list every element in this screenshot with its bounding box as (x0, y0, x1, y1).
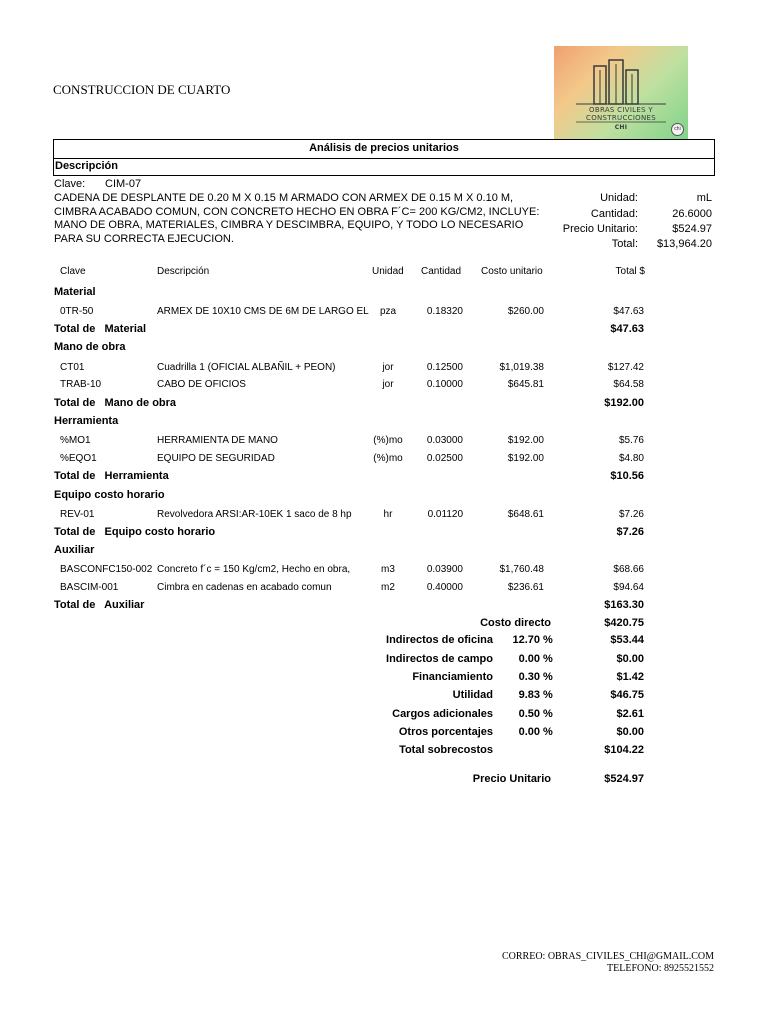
logo-line-2: CONSTRUCCIONES (586, 114, 656, 122)
row-clave: BASCONFC150-002 (60, 564, 153, 575)
precio-unitario-final-value: $524.97 (604, 773, 644, 785)
row-total: $5.76 (618, 435, 644, 446)
analysis-header-box (53, 139, 715, 159)
row-desc: Revolvedora ARSI:AR-10EK 1 saco de 8 hp (157, 509, 352, 520)
concept-desc-line-4: PARA SU CORRECTA EJECUCION. (54, 233, 234, 245)
row-costo: $192.00 (507, 435, 544, 446)
summary-pct: 12.70 (512, 634, 540, 646)
logo-line-3: CHI (614, 124, 628, 131)
row-unidad: (%)mo (373, 453, 403, 464)
logo-line-1: OBRAS CIVILES Y (589, 106, 653, 114)
row-desc: HERRAMIENTA DE MANO (157, 435, 278, 446)
row-total: $7.26 (618, 509, 644, 520)
summary-value: $2.61 (616, 708, 644, 720)
section-total-value: $192.00 (604, 397, 644, 409)
summary-label: Indirectos de oficina (386, 634, 493, 646)
section-title: Material (54, 286, 96, 298)
col-header-unidad: Unidad (372, 266, 404, 277)
summary-label: Financiamiento (412, 671, 493, 683)
row-desc: Cimbra en cadenas en acabado comun (157, 582, 332, 593)
row-total: $94.64 (613, 582, 644, 593)
row-unidad: m3 (381, 564, 395, 575)
concept-desc-line-2: CIMBRA ACABADO COMUN, CON CONCRETO HECHO EN OBRA F´C= 200 KG/CM2, INCLUYE: (54, 206, 540, 218)
section-title: Herramienta (54, 415, 119, 427)
section-title: Mano de obra (54, 341, 126, 353)
row-unidad: m2 (381, 582, 395, 593)
summary-label: Cargos adicionales (392, 708, 493, 720)
section-total-label: Total de Herramienta (54, 470, 169, 482)
summary-label: Indirectos de campo (386, 653, 493, 665)
row-desc: ARMEX DE 10X10 CMS DE 6M DE LARGO EL (157, 306, 369, 317)
row-desc: CABO DE OFICIOS (157, 379, 246, 390)
summary-value: $46.75 (610, 689, 644, 701)
clave-label: Clave: (54, 178, 86, 190)
analysis-title: Análisis de precios unitarios (309, 142, 459, 154)
row-cantidad: 0.02500 (426, 453, 463, 464)
company-logo (554, 46, 688, 140)
col-header-descripcion: Descripción (157, 266, 210, 277)
description-label: Descripción (55, 160, 118, 172)
row-desc: Cuadrilla 1 (OFICIAL ALBAÑIL + PEON) (157, 362, 336, 373)
footer-phone: TELEFONO: 8925521552 (607, 963, 714, 974)
costo-directo-label: Costo directo (480, 617, 551, 629)
summary-pct-symbol: % (543, 726, 553, 738)
row-costo: $1,019.38 (499, 362, 544, 373)
footer-email: CORREO: OBRAS_CIVILES_CHI@GMAIL.COM (501, 951, 714, 962)
row-cantidad: 0.10000 (426, 379, 463, 390)
unidad-value: mL (696, 192, 712, 204)
summary-pct: 0.00 (518, 653, 540, 665)
summary-label: Utilidad (452, 689, 493, 701)
clave-value: CIM-07 (105, 178, 142, 190)
summary-pct: 9.83 (518, 689, 540, 701)
project-title: CONSTRUCCION DE CUARTO (53, 82, 231, 97)
summary-pct: 0.30 (518, 671, 540, 683)
row-total: $127.42 (607, 362, 644, 373)
row-clave: %EQO1 (60, 453, 97, 464)
summary-pct-symbol: % (543, 634, 553, 646)
col-header-cantidad: Cantidad (421, 266, 462, 277)
summary-pct: 0.50 (518, 708, 540, 720)
row-clave: CT01 (60, 362, 85, 373)
row-clave: REV-01 (60, 509, 95, 520)
logo-badge: chi (671, 123, 684, 136)
precio-unitario-label: Precio Unitario: (562, 223, 638, 235)
section-title: Auxiliar (54, 544, 95, 556)
row-costo: $192.00 (507, 453, 544, 464)
section-total-value: $7.26 (616, 526, 644, 538)
row-desc: EQUIPO DE SEGURIDAD (157, 453, 275, 464)
description-header-box (53, 158, 715, 176)
row-total: $4.80 (618, 453, 644, 464)
row-cantidad: 0.18320 (426, 306, 463, 317)
section-total-label: Total de Material (54, 323, 147, 335)
summary-value: $0.00 (616, 726, 644, 738)
total-label: Total: (611, 238, 638, 250)
precio-unitario-value: $524.97 (672, 223, 712, 235)
summary-pct: 0.00 (518, 726, 540, 738)
summary-pct-symbol: % (543, 708, 553, 720)
concept-desc-line-1: CADENA DE DESPLANTE DE 0.20 M X 0.15 M ARMADO CON ARMEX DE 0.15 M X 0.10 M, (54, 192, 514, 204)
summary-pct-symbol: % (543, 689, 553, 701)
cantidad-label: Cantidad: (590, 208, 638, 220)
row-clave: %MO1 (60, 435, 91, 446)
section-title: Equipo costo horario (54, 489, 165, 501)
section-total-label: Total de Mano de obra (54, 397, 177, 409)
row-costo: $260.00 (507, 306, 544, 317)
precio-unitario-final-label: Precio Unitario (472, 773, 551, 785)
summary-value: $53.44 (610, 634, 644, 646)
summary-pct-symbol: % (543, 671, 553, 683)
col-header-clave: Clave (60, 266, 86, 277)
row-unidad: (%)mo (373, 435, 403, 446)
row-cantidad: 0.01120 (427, 509, 463, 520)
row-unidad: jor (382, 379, 394, 390)
row-clave: 0TR-50 (60, 306, 94, 317)
row-total: $47.63 (613, 306, 644, 317)
row-clave: TRAB-10 (60, 379, 102, 390)
row-clave: BASCIM-001 (60, 582, 119, 593)
sobrecostos-label: Total sobrecostos (399, 744, 493, 756)
row-unidad: jor (382, 362, 394, 373)
row-cantidad: 0.40000 (426, 582, 463, 593)
cantidad-value: 26.6000 (672, 208, 712, 220)
summary-value: $1.42 (616, 671, 644, 683)
section-total-label: Total de Auxiliar (54, 599, 145, 611)
row-cantidad: 0.03900 (426, 564, 463, 575)
concept-desc-line-3: MANO DE OBRA, MATERIALES, CIMBRA Y DESCIMBRA, EQUIPO, Y TODO LO NECESARIO (54, 219, 524, 231)
row-costo: $236.61 (507, 582, 544, 593)
row-unidad: hr (383, 509, 393, 520)
costo-directo-value: $420.75 (604, 617, 644, 629)
row-costo: $648.61 (507, 509, 544, 520)
row-costo: $1,760.48 (499, 564, 544, 575)
col-header-costo: Costo unitario (481, 266, 543, 277)
total-value: $13,964.20 (656, 238, 712, 250)
row-total: $68.66 (613, 564, 644, 575)
section-total-value: $163.30 (604, 599, 644, 611)
row-unidad: pza (379, 306, 397, 317)
row-cantidad: 0.12500 (426, 362, 463, 373)
sobrecostos-value: $104.22 (604, 744, 644, 756)
section-total-value: $10.56 (610, 470, 644, 482)
section-total-value: $47.63 (610, 323, 644, 335)
row-desc: Concreto f´c = 150 Kg/cm2, Hecho en obra, (157, 564, 351, 575)
summary-value: $0.00 (616, 653, 644, 665)
row-costo: $645.81 (507, 379, 544, 390)
row-total: $64.58 (613, 379, 644, 390)
summary-label: Otros porcentajes (398, 726, 493, 738)
row-cantidad: 0.03000 (426, 435, 463, 446)
section-total-label: Total de Equipo costo horario (54, 526, 216, 538)
summary-pct-symbol: % (543, 653, 553, 665)
unidad-label: Unidad: (600, 192, 638, 204)
col-header-total: Total $ (615, 266, 645, 277)
